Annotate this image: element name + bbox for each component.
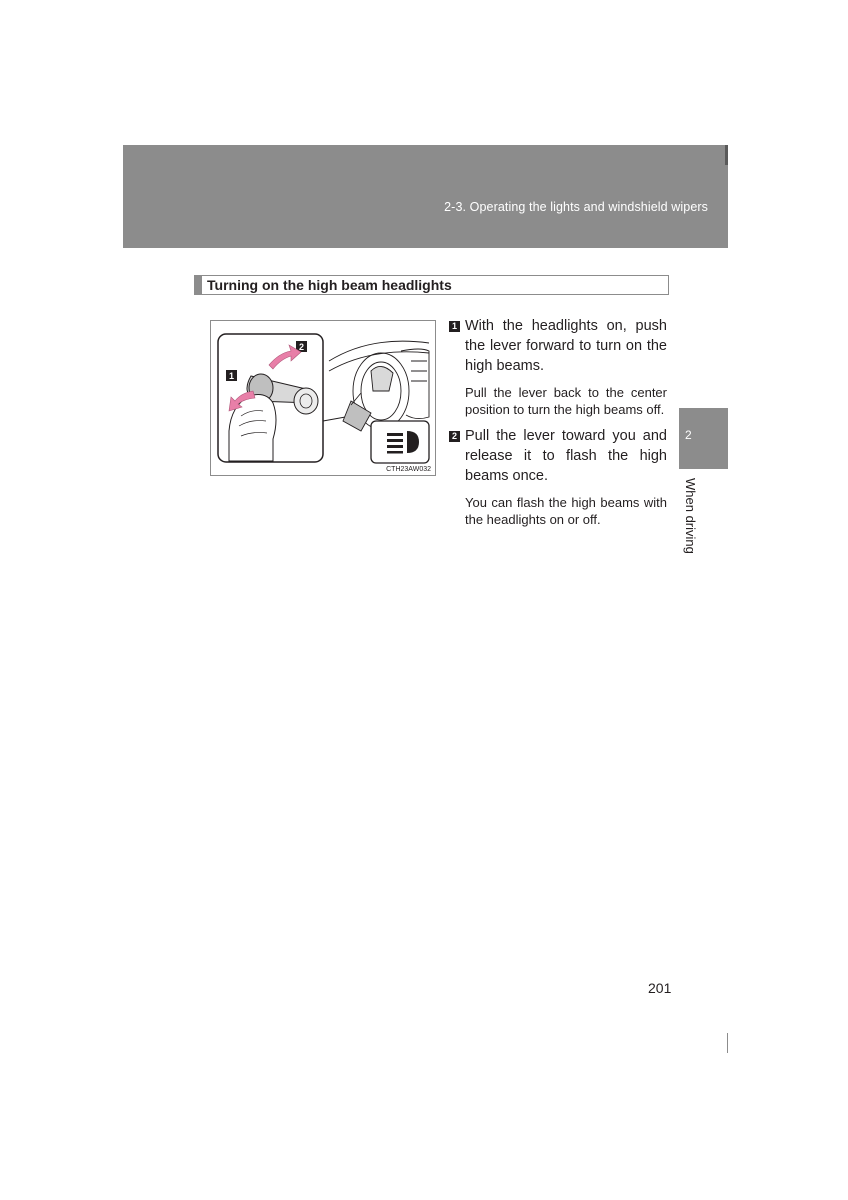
- high-beam-illustration: [210, 320, 436, 476]
- figure-code: CTH23AW032: [386, 466, 431, 473]
- step-note: You can flash the high beams with the headlights on or off.: [465, 495, 667, 527]
- header-divider: [725, 145, 728, 165]
- lever-illustration: [211, 321, 437, 477]
- section-title: 2-3. Operating the lights and windshield wipers: [444, 200, 708, 214]
- instruction-steps: [449, 316, 667, 528]
- step-2: [449, 426, 667, 528]
- step-number-badge: 1: [449, 321, 460, 332]
- chapter-number: 2: [685, 428, 692, 442]
- step-text: With the headlights on, push the lever forward to turn on the high beams.: [465, 318, 667, 374]
- callout-1-label: 1: [228, 371, 235, 381]
- subsection-title: Turning on the high beam headlights: [207, 277, 452, 293]
- step-text: Pull the lever toward you and release it to flash the high beams once.: [465, 428, 667, 484]
- subsection-title-box: [194, 275, 669, 295]
- chapter-tab: [679, 408, 728, 469]
- chapter-label: When driving: [683, 478, 698, 554]
- page-number: 201: [648, 980, 672, 996]
- chapter-header: [123, 145, 728, 248]
- dashboard: [323, 341, 429, 431]
- page-edge-mark: [727, 1033, 728, 1053]
- step-number-badge: 2: [449, 431, 460, 442]
- callout-2-label: 2: [298, 342, 305, 352]
- step-note: Pull the lever back to the center position to turn the high beams off.: [465, 385, 667, 417]
- step-1: [449, 316, 667, 418]
